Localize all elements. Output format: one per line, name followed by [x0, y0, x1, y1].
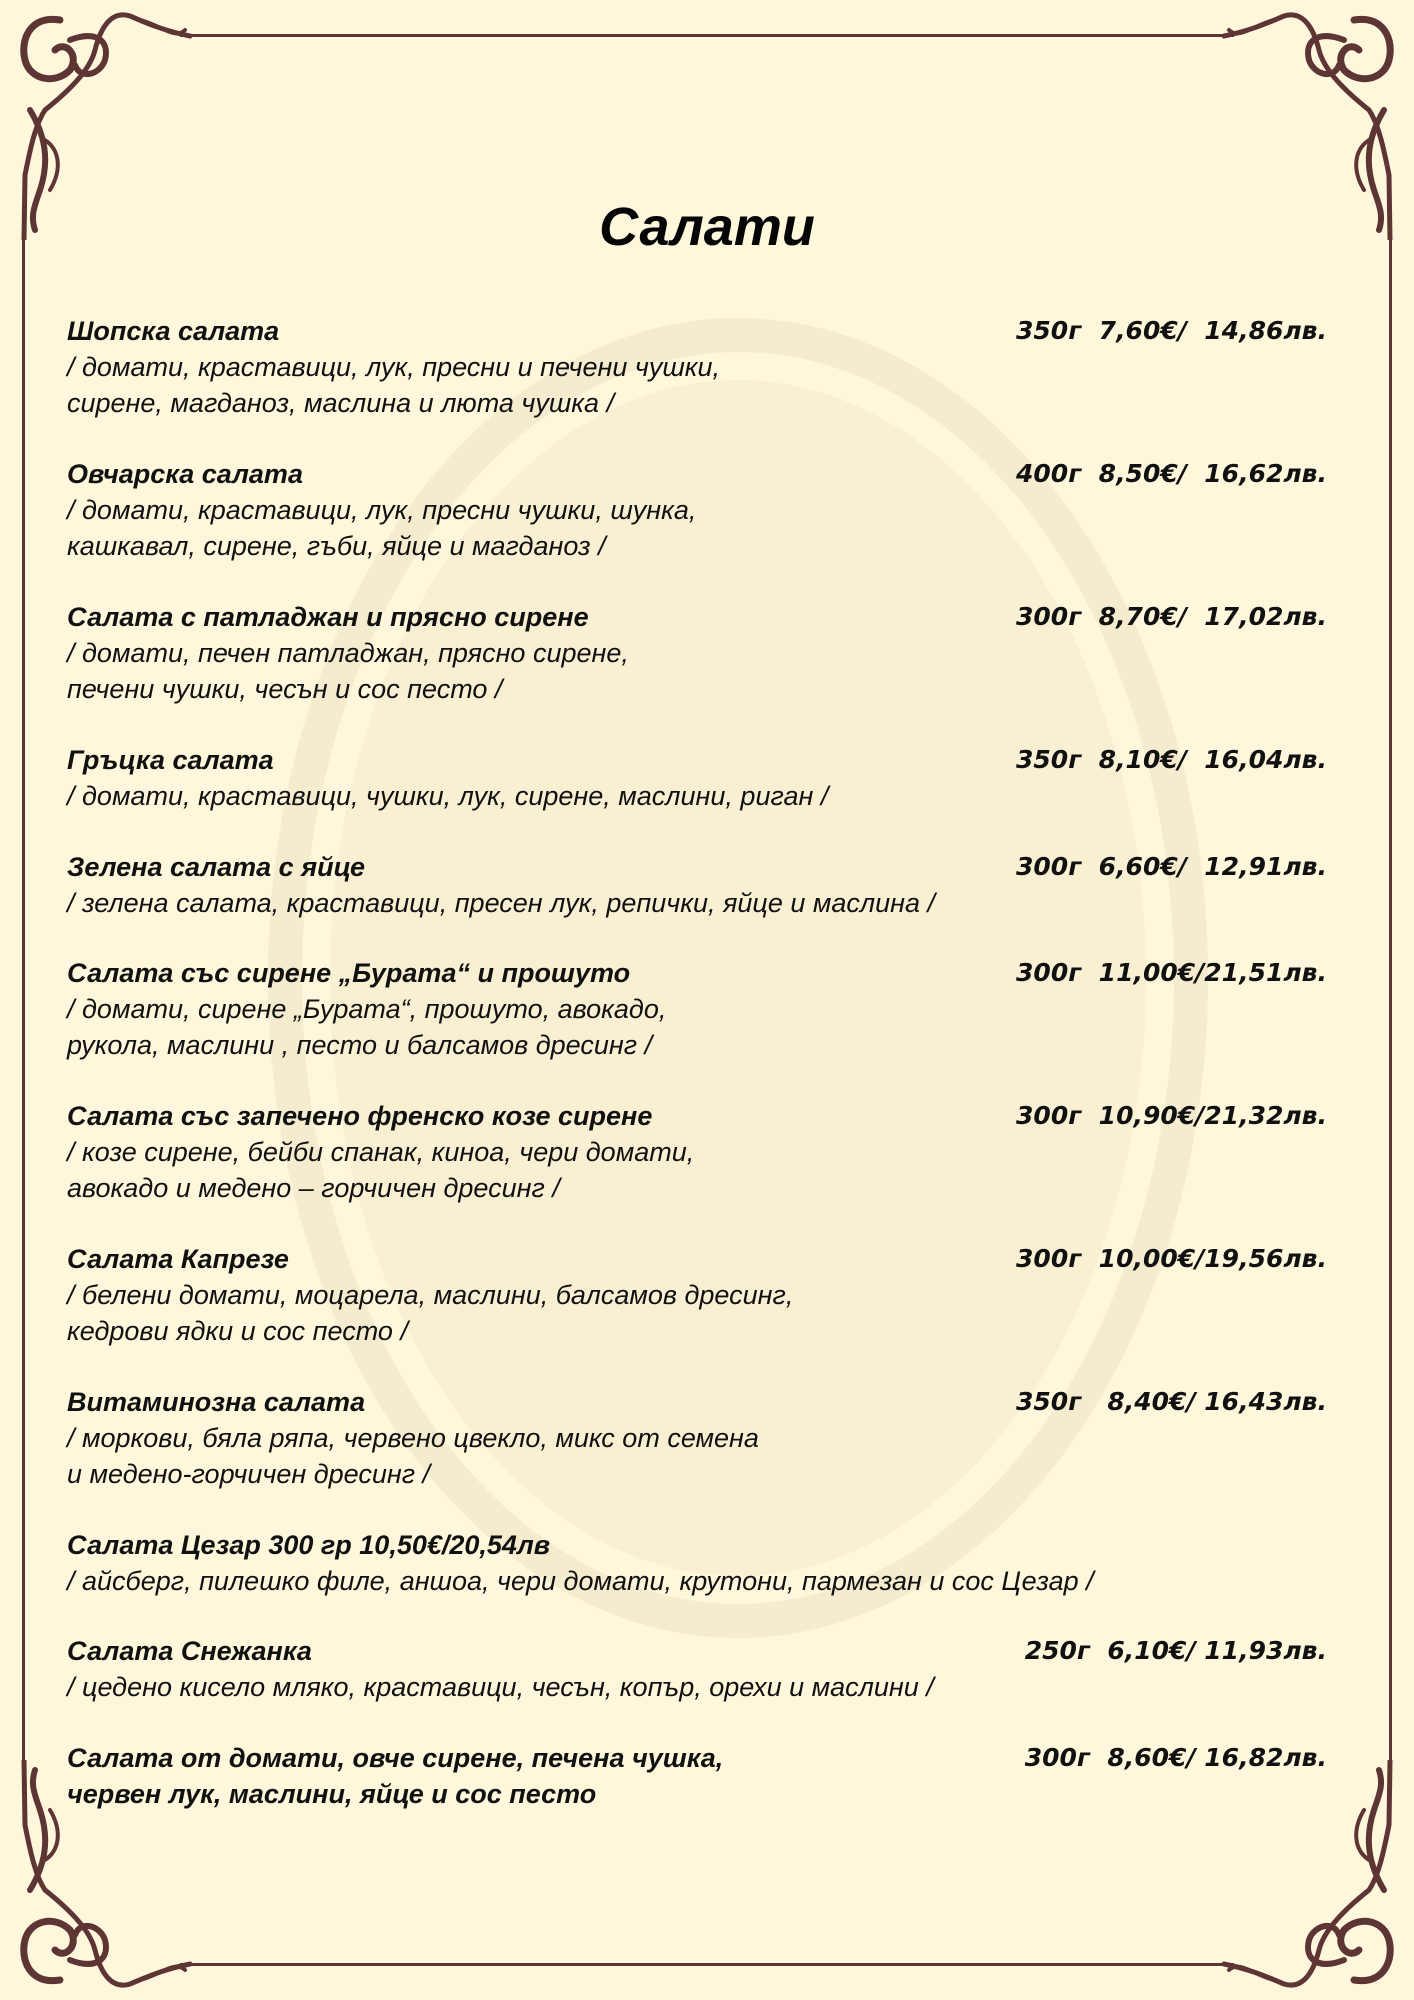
item-desc-line: / цедено кисело мляко, краставици, чесън, копър, орехи и маслини / — [67, 1672, 934, 1702]
menu-item-shopska — [67, 313, 1327, 421]
item-desc-line: / козе сирене, бейби спанак, киноа, чери домати, — [67, 1137, 695, 1167]
item-price: 300г 10,90€/21,32лв. — [1016, 1101, 1327, 1130]
menu-item-vitamin — [67, 1384, 1327, 1492]
item-name: Салата Снежанка — [67, 1636, 312, 1666]
item-name: Гръцка салата — [67, 745, 274, 775]
page-title: Салати — [599, 197, 815, 257]
menu-item-caprese — [67, 1241, 1327, 1349]
item-desc-line: / домати, краставици, лук, пресни и печени чушки, — [67, 352, 721, 382]
item-name: Овчарска салата — [67, 459, 303, 489]
item-price: 300г 10,00€/19,56лв. — [1016, 1244, 1327, 1273]
item-price: 400г 8,50€/ 16,62лв. — [1016, 459, 1327, 488]
menu-item-caesar — [67, 1527, 1327, 1599]
item-desc-line: / домати, краставици, лук, пресни чушки, шунка, — [67, 495, 697, 525]
item-desc-line: / домати, печен патладжан, прясно сирене, — [67, 638, 629, 668]
item-desc-line: рукола, маслини , песто и балсамов дресинг / — [67, 1030, 653, 1060]
item-desc-line: / айсберг, пилешко филе, аншоа, чери домати, крутони, пармезан и сос Цезар / — [67, 1566, 1094, 1596]
item-name: Салата Цезар 300 гр 10,50€/20,54лв — [67, 1530, 551, 1560]
item-price: 350г 7,60€/ 14,86лв. — [1016, 316, 1327, 345]
item-name-line-2: червен лук, маслини, яйце и сос песто — [67, 1779, 597, 1809]
item-desc-line: и медено-горчичен дресинг / — [67, 1459, 431, 1489]
menu-item-burrata — [67, 955, 1327, 1063]
item-desc-line: / моркови, бяла ряпа, червено цвекло, микс от семена — [67, 1423, 759, 1453]
frame-top-line — [180, 34, 1234, 37]
item-name: Зелена салата с яйце — [67, 852, 366, 882]
menu-item-ovcharska — [67, 456, 1327, 564]
item-price: 300г 6,60€/ 12,91лв. — [1016, 852, 1327, 881]
item-price: 350г 8,40€/ 16,43лв. — [1016, 1387, 1327, 1416]
menu-item-snezhanka — [67, 1633, 1327, 1705]
item-desc-line: авокадо и медено – горчичен дресинг / — [67, 1173, 560, 1203]
item-name: Салата със сирене „Бурата“ и прошуто — [67, 958, 631, 988]
menu-item-greek — [67, 742, 1327, 814]
menu-item-green-egg — [67, 849, 1327, 921]
item-desc-line: / белени домати, моцарела, маслини, балсамов дресинг, — [67, 1280, 794, 1310]
item-desc-line: / зелена салата, краставици, пресен лук, репички, яйце и маслина / — [67, 888, 936, 918]
item-price: 300г 8,60€/ 16,82лв. — [1024, 1743, 1327, 1772]
item-name: Салата със запечено френско козе сирене — [67, 1101, 653, 1131]
frame-bottom-line — [180, 1963, 1234, 1966]
frame-left-line — [22, 220, 25, 1780]
item-desc-line: / домати, сирене „Бурата“, прошуто, авокадо, — [67, 994, 667, 1024]
item-desc-line: печени чушки, чесън и сос песто / — [67, 674, 503, 704]
item-price: 350г 8,10€/ 16,04лв. — [1016, 745, 1327, 774]
menu-item-tomato-sheep-cheese — [67, 1740, 1327, 1812]
item-name: Салата Капрезе — [67, 1244, 289, 1274]
item-desc-line: кедрови ядки и сос песто / — [67, 1316, 408, 1346]
item-desc-line: сирене, магданоз, маслина и люта чушка / — [67, 388, 615, 418]
frame-right-line — [1389, 220, 1392, 1780]
item-price: 300г 8,70€/ 17,02лв. — [1016, 602, 1327, 631]
item-price: 300г 11,00€/21,51лв. — [1016, 958, 1327, 987]
item-desc-line: кашкавал, сирене, гъби, яйце и магданоз / — [67, 531, 606, 561]
item-desc-line: / домати, краставици, чушки, лук, сирене, маслини, риган / — [67, 781, 829, 811]
item-price: 250г 6,10€/ 11,93лв. — [1024, 1636, 1327, 1665]
item-name: Витаминозна салата — [67, 1387, 366, 1417]
item-name: Шопска салата — [67, 316, 280, 346]
menu-item-eggplant — [67, 599, 1327, 707]
menu-item-goat-cheese — [67, 1098, 1327, 1206]
item-name: Салата с патладжан и прясно сирене — [67, 602, 589, 632]
item-name: Салата от домати, овче сирене, печена чушка, — [67, 1743, 724, 1773]
